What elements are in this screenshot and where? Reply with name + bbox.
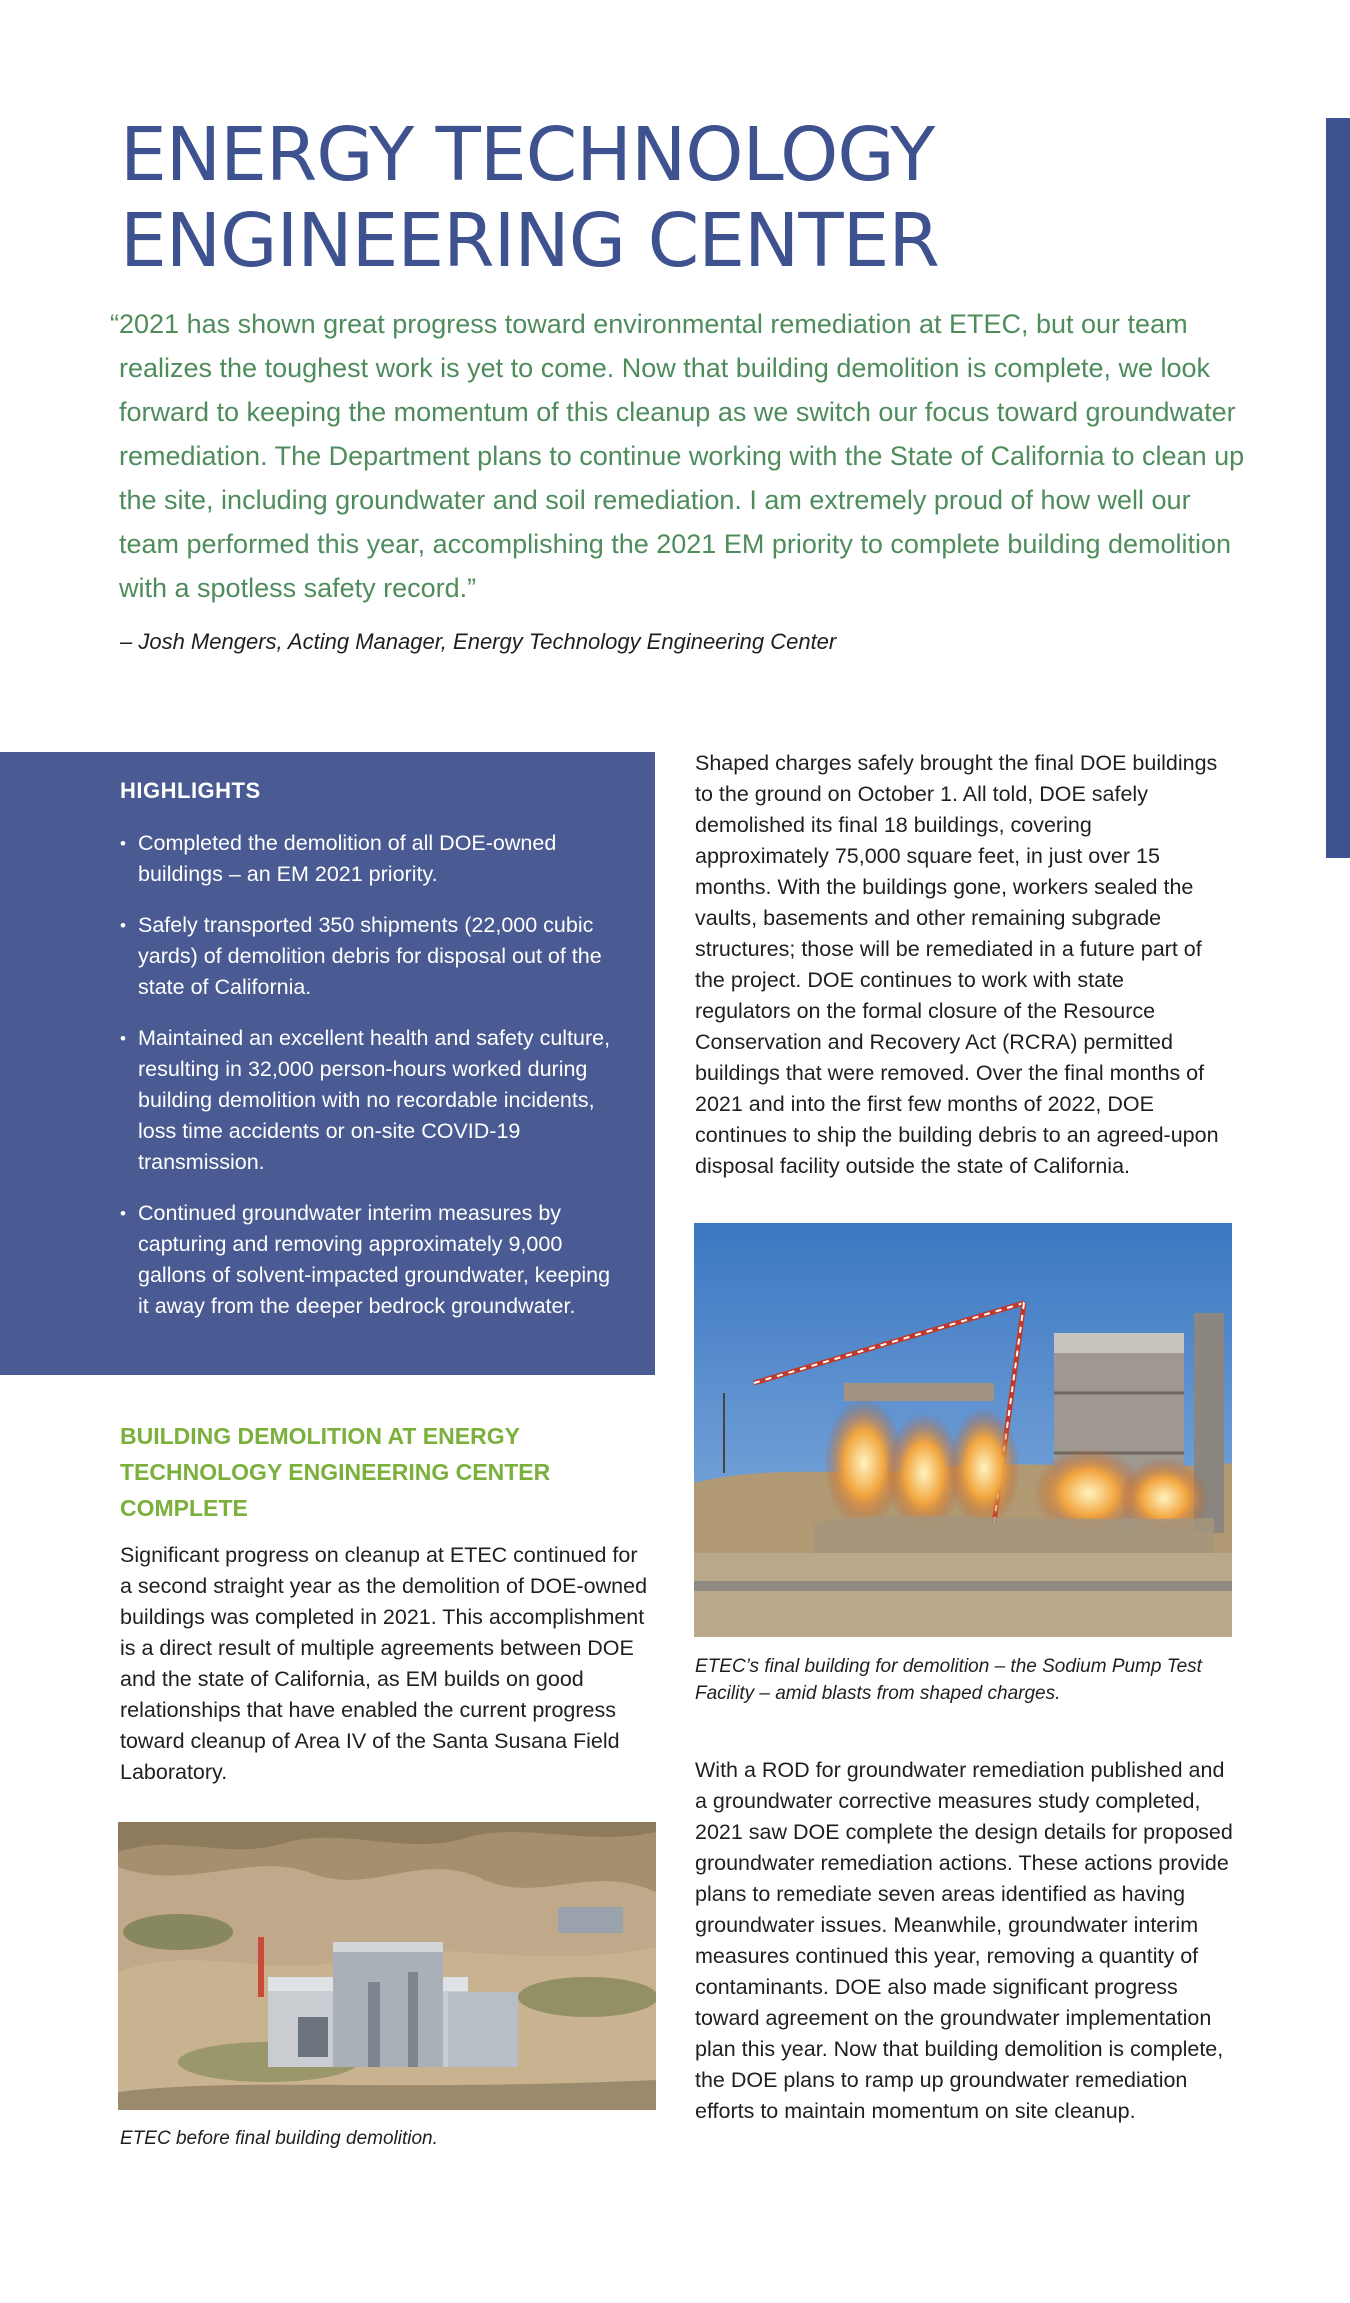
highlights-list xyxy=(120,828,625,1322)
quote-attribution: – Josh Mengers, Acting Manager, Energy Technology Engineering Center xyxy=(120,629,837,654)
highlight-item: • Continued groundwater interim measures by capturing and removing approximately 9,000 gallons of solvent-impacted groundwater, keeping it away from the deeper bedrock groundwater. xyxy=(120,1198,625,1322)
title-line-2: ENGINEERING CENTER xyxy=(120,198,939,284)
highlight-item: • Safely transported 350 shipments (22,000 cubic yards) of demolition debris for disposal out of the state of California. xyxy=(120,910,625,1003)
section-heading: BUILDING DEMOLITION AT ENERGY TECHNOLOGY ENGINEERING CENTER COMPLETE xyxy=(120,1423,551,1521)
section-paragraph: Significant progress on cleanup at ETEC continued for a second straight year as the demolition of DOE-owned buildings was completed in 2021. This accomplishment is a direct result of multiple agreements between DOE and the state of California, as EM builds on good relationships that have enabled the current progress toward cleanup of Area IV of the Santa Susana Field Laboratory. xyxy=(120,1543,648,1784)
highlights-box xyxy=(0,752,655,1375)
right-paragraph-2: With a ROD for groundwater remediation published and a groundwater corrective measures study completed, 2021 saw DOE complete the design details for proposed groundwater remediation actions. These actions provide plans to remediate seven areas identified as having groundwater issues. Meanwhile, groundwater interim measures continued this year, removing a quantity of contaminants. DOE also made significant progress toward agreement on the groundwater implementation plan this year. Now that building demolition is complete, the DOE plans to ramp up groundwater remediation efforts to maintain momentum on site cleanup. xyxy=(695,1758,1233,2123)
site-photo xyxy=(118,1822,656,2110)
sidebar-tab xyxy=(1326,118,1350,858)
demolition-photo xyxy=(694,1223,1232,1637)
highlights-heading: HIGHLIGHTS xyxy=(120,778,261,803)
demolition-photo-caption: ETEC’s final building for demolition – the Sodium Pump Test Facility – amid blasts from shaped charges. xyxy=(695,1656,1202,1704)
page-title xyxy=(120,112,939,284)
quote-open-mark: “ xyxy=(110,309,119,339)
right-paragraph-1: Shaped charges safely brought the final DOE buildings to the ground on October 1. All told, DOE safely demolished its final 18 buildings, covering approximately 75,000 square feet, in just over 15 months. With the buildings gone, workers sealed the vaults, basements and other remaining subgrade structures; those will be remediated in a future part of the project. DOE continues to work with state regulators on the formal closure of the Resource Conservation and Recovery Act (RCRA) permitted buildings that were removed. Over the final months of 2021 and into the first few months of 2022, DOE continues to ship the building debris to an agreed-upon disposal facility outside the state of California. xyxy=(695,751,1219,1178)
highlight-item: • Completed the demolition of all DOE-owned buildings – an EM 2021 priority. xyxy=(120,828,625,890)
highlight-item: • Maintained an excellent health and safety culture, resulting in 32,000 person-hours worked during building demolition with no recordable incidents, loss time accidents or on-site COVID-19 transmission. xyxy=(120,1023,625,1178)
site-photo-caption: ETEC before final building demolition. xyxy=(120,2128,438,2149)
title-line-1: ENERGY TECHNOLOGY xyxy=(120,112,935,198)
quote-text: 2021 has shown great progress toward environmental remediation at ETEC, but our team realizes the toughest work is yet to come. Now that building demolition is complete, we look forward to keeping the momentum of this cleanup as we switch our focus toward groundwater remediation. The Department plans to continue working with the State of California to clean up the site, including groundwater and soil remediation. I am extremely proud of how well our team performed this year, accomplishing the 2021 EM priority to complete building demolition with a spotless safety record.” xyxy=(119,309,1245,603)
pull-quote xyxy=(110,302,1250,610)
